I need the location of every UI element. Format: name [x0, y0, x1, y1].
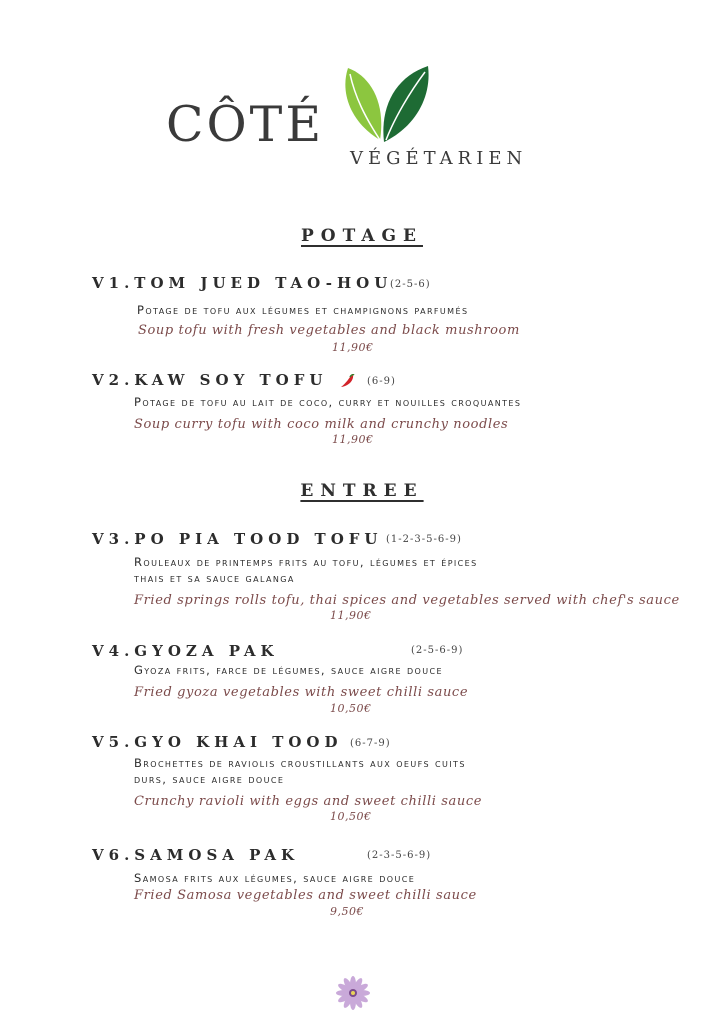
- dish-description-en-v1: Soup tofu with fresh vegetables and black mushroom: [138, 323, 520, 338]
- dish-allergens-v2: (6-9): [367, 376, 396, 387]
- section-title-entree: ENTREE: [300, 481, 424, 501]
- dish-price-v6: 9,50€: [330, 905, 364, 918]
- flower-icon: [336, 976, 370, 1010]
- dish-description-fr-v5-line1: Brochettes de raviolis croustillants aux oeufs cuits: [134, 756, 466, 770]
- dish-description-en-v5: Crunchy ravioli with eggs and sweet chilli sauce: [134, 794, 483, 809]
- dish-price-v3: 11,90€: [330, 609, 372, 622]
- dish-title-v3: V3.PO PIA TOOD TOFU: [92, 530, 383, 548]
- dish-description-fr-v1: Potage de tofu aux légumes et champignons parfumés: [137, 303, 469, 317]
- brand-subtitle: VÉGÉTARIEN: [350, 148, 528, 169]
- dish-title-v1: V1.TOM JUED TAO-HOU: [92, 274, 393, 292]
- dish-description-en-v2: Soup curry tofu with coco milk and crunchy noodles: [134, 417, 509, 432]
- dish-description-fr-v6: Samosa frits aux légumes, sauce aigre douce: [134, 871, 416, 885]
- dish-description-en-v4: Fried gyoza vegetables with sweet chilli sauce: [134, 685, 469, 700]
- dish-description-en-v6: Fried Samosa vegetables and sweet chilli sauce: [134, 888, 477, 903]
- dish-description-fr-v2: Potage de tofu au lait de coco, curry et nouilles croquantes: [134, 395, 522, 409]
- dish-price-v2: 11,90€: [332, 433, 374, 446]
- dish-allergens-v1: (2-5-6): [390, 279, 431, 290]
- dish-title-v5: V5.GYO KHAI TOOD: [92, 733, 343, 751]
- section-title-potage: POTAGE: [301, 226, 423, 246]
- dish-title-v4: V4.GYOZA PAK: [92, 642, 279, 660]
- dish-allergens-v4: (2-5-6-9): [411, 645, 464, 656]
- dish-allergens-v6: (2-3-5-6-9): [367, 850, 432, 861]
- leaves-icon: [340, 62, 430, 142]
- dish-title-v2: V2.KAW SOY TOFU: [92, 371, 328, 389]
- dish-description-fr-v5-line2: durs, sauce aigre douce: [134, 772, 285, 786]
- chili-pepper-icon: [339, 374, 355, 388]
- dish-description-fr-v3-line2: thais et sa sauce galanga: [134, 571, 295, 585]
- dish-allergens-v3: (1-2-3-5-6-9): [386, 534, 462, 545]
- dish-description-fr-v4: Gyoza frits, farce de légumes, sauce aigre douce: [134, 663, 443, 677]
- dish-price-v5: 10,50€: [330, 810, 372, 823]
- dish-allergens-v5: (6-7-9): [350, 738, 391, 749]
- dish-price-v1: 11,90€: [332, 341, 374, 354]
- dish-price-v4: 10,50€: [330, 702, 372, 715]
- brand-title: CÔTÉ: [166, 96, 325, 153]
- dish-title-v6: V6.SAMOSA PAK: [92, 846, 299, 864]
- dish-description-en-v3: Fried springs rolls tofu, thai spices and vegetables served with chef's sauce: [134, 593, 680, 608]
- dish-description-fr-v3-line1: Rouleaux de printemps frits au tofu, légumes et épices: [134, 555, 478, 569]
